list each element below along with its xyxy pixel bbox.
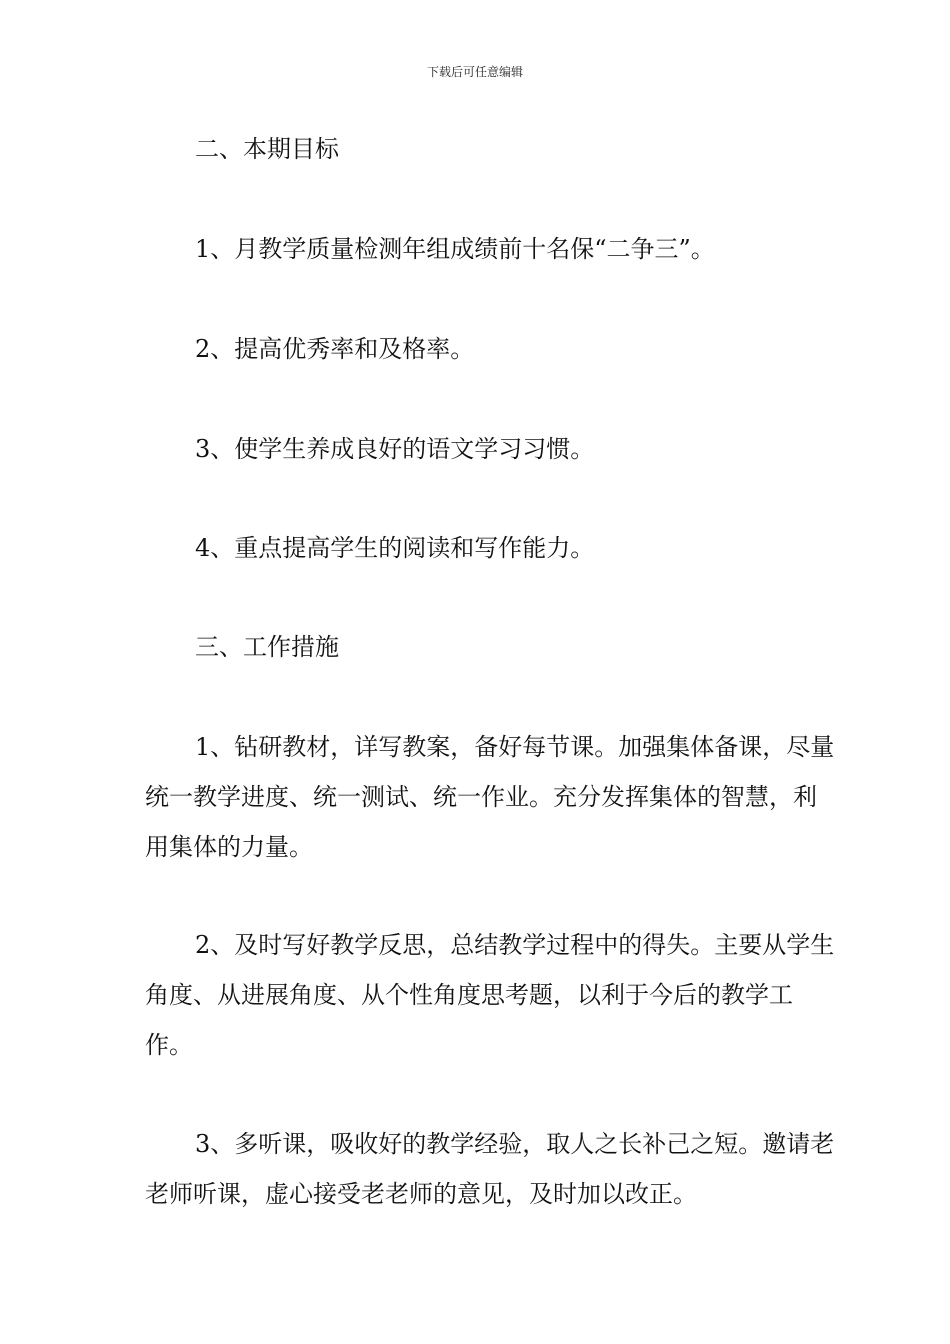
measure-paragraph-2: 2、及时写好教学反思，总结教学过程中的得失。主要从学生角度、从进展角度、从个性角度思考题，以利于今后的教学工作。 bbox=[145, 931, 835, 1059]
goal-item-2: 2、提高优秀率和及格率。 bbox=[195, 335, 475, 363]
measure-paragraph-3: 3、多听课，吸收好的教学经验，取人之长补己之短。邀请老老师听课，虚心接受老老师的意见，及时加以改正。 bbox=[145, 1130, 835, 1208]
page-header-note: 下载后可任意编辑 bbox=[426, 65, 523, 79]
measure-paragraph-1: 1、钻研教材，详写教案，备好每节课。加强集体备课，尽量统一教学进度、统一测试、统一作业。充分发挥集体的智慧，利用集体的力量。 bbox=[145, 733, 835, 861]
goal-item-3: 3、使学生养成良好的语文学习习惯。 bbox=[195, 435, 595, 463]
goal-item-4: 4、重点提高学生的阅读和写作能力。 bbox=[195, 534, 595, 562]
section-heading-measures: 三、工作措施 bbox=[195, 633, 339, 661]
section-heading-goals: 二、本期目标 bbox=[195, 135, 339, 163]
goal-item-1: 1、月教学质量检测年组成绩前十名保“二争三”。 bbox=[195, 235, 715, 263]
